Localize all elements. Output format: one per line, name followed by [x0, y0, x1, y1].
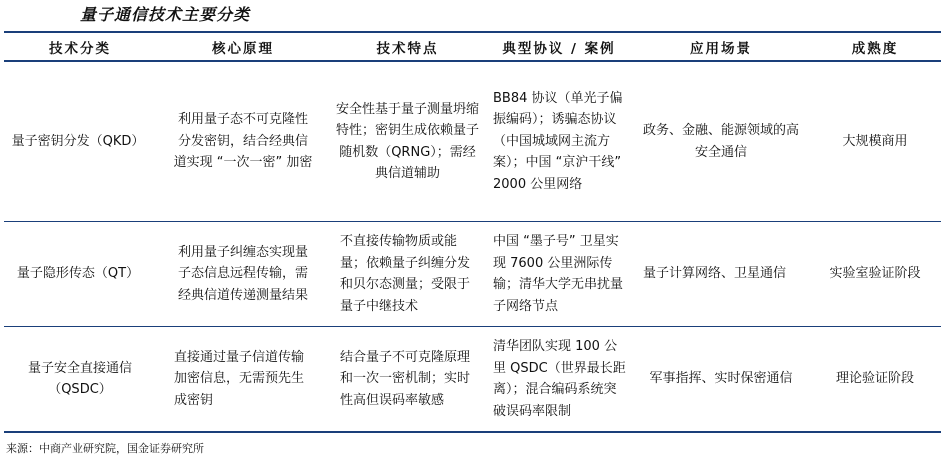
cell-principle: 利用量子纠缠态实现量子态信息远程传输，需经典信道传递测量结果 [156, 222, 330, 327]
cell-category: 量子隐形传态（QT） [4, 222, 156, 327]
table-row [4, 327, 941, 433]
cell-features: 不直接传输物质或能量；依赖量子纠缠分发和贝尔态测量；受限于量子中继技术 [330, 222, 485, 327]
header-category: 技术分类 [4, 32, 156, 61]
cell-protocol: 中国 “墨子号” 卫星实现 7600 公里洲际传输；清华大学无串扰量子网络节点 [485, 222, 633, 327]
header-maturity: 成熟度 [809, 32, 941, 61]
cell-principle: 利用量子态不可克隆性分发密钥，结合经典信道实现 “一次一密” 加密 [156, 61, 330, 222]
header-row [4, 32, 941, 61]
cell-category: 量子安全直接通信（QSDC） [4, 327, 156, 433]
cell-principle: 直接通过量子信道传输加密信息，无需预先生成密钥 [156, 327, 330, 433]
cell-maturity: 大规模商用 [809, 61, 941, 222]
header-protocol: 典型协议 / 案例 [485, 32, 633, 61]
cell-scenario: 量子计算网络、卫星通信 [633, 222, 809, 327]
table-title: 量子通信技术主要分类 [80, 5, 251, 24]
cell-protocol: 清华团队实现 100 公里 QSDC（世界最长距离）；混合编码系统突破误码率限制 [485, 327, 633, 433]
source-note: 来源：中商产业研究院，国金证券研究所 [6, 442, 204, 455]
cell-features: 安全性基于量子测量坍缩特性；密钥生成依赖量子随机数（QRNG）；需经典信道辅助 [330, 61, 485, 222]
cell-maturity: 实验室验证阶段 [809, 222, 941, 327]
cell-scenario: 政务、金融、能源领域的高安全通信 [633, 61, 809, 222]
quantum-communication-table [4, 31, 941, 433]
header-scenario: 应用场景 [633, 32, 809, 61]
table-row [4, 222, 941, 327]
cell-category: 量子密钥分发（QKD） [4, 61, 156, 222]
header-principle: 核心原理 [156, 32, 330, 61]
cell-protocol: BB84 协议（单光子偏振编码）；诱骗态协议（中国城域网主流方案）；中国 “京沪干线” 2000 公里网络 [485, 61, 633, 222]
table-row [4, 61, 941, 222]
header-features: 技术特点 [330, 32, 485, 61]
cell-scenario: 军事指挥、实时保密通信 [633, 327, 809, 433]
cell-maturity: 理论验证阶段 [809, 327, 941, 433]
cell-features: 结合量子不可克隆原理和一次一密机制；实时性高但误码率敏感 [330, 327, 485, 433]
